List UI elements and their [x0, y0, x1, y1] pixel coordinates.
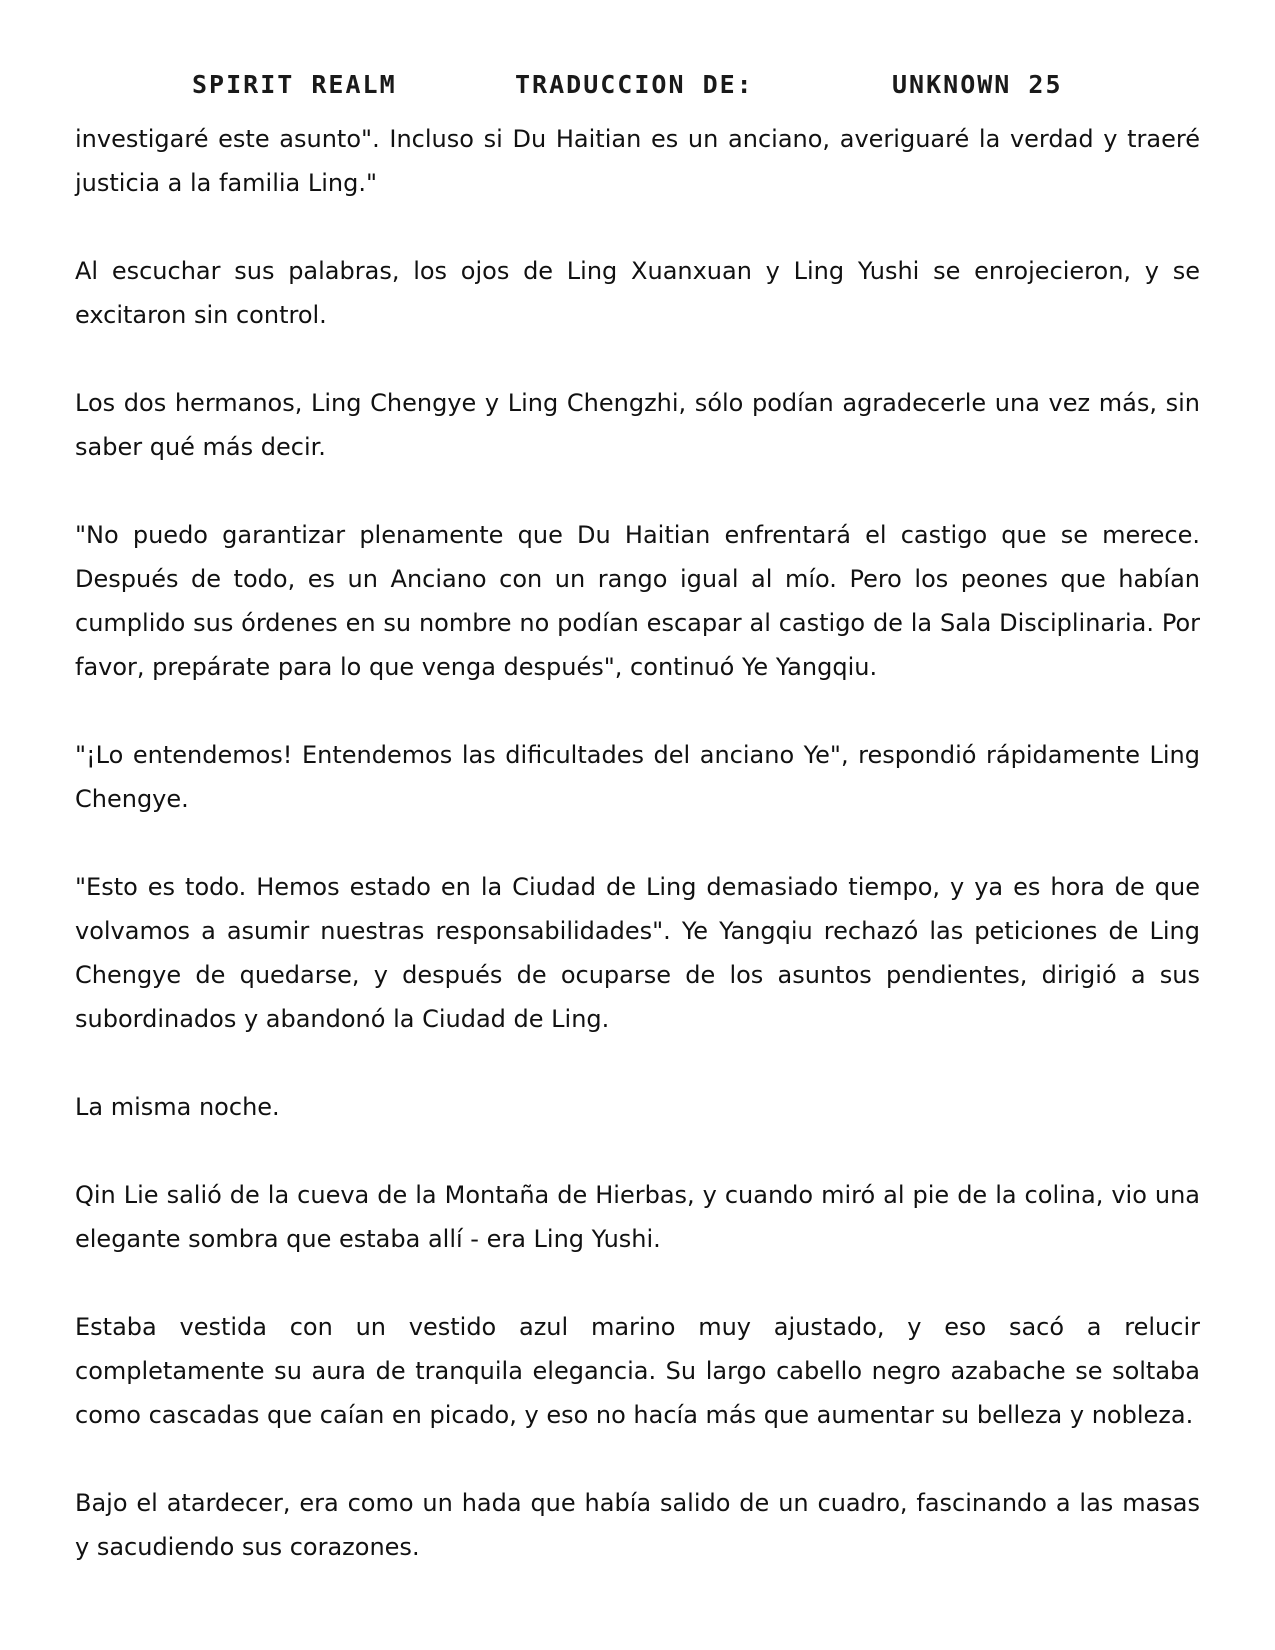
paragraph: Bajo el atardecer, era como un hada que había salido de un cuadro, fascinando a las masas y sacudiendo sus corazones.	[75, 1489, 1200, 1561]
header-translator: UNKNOWN 25	[892, 70, 1063, 99]
paragraph: La misma noche.	[75, 1093, 280, 1121]
paragraph: "No puedo garantizar plenamente que Du Haitian enfrentará el castigo que se merece. Después de todo, es un Anciano con un rango igual al mío. Pero los peones que habían cumplido sus órdenes en su nombre no podían escapar al castigo de la Sala Disciplinaria. Por favor, prepárate para lo que venga después", continuó Ye Yangqiu.	[75, 521, 1200, 681]
paragraph: investigaré este asunto". Incluso si Du Haitian es un anciano, averiguaré la verdad y traeré justicia a la familia Ling."	[75, 125, 1200, 197]
document-body	[75, 117, 1200, 1569]
header-translation-label: TRADUCCION DE:	[515, 70, 754, 99]
paragraph: "Esto es todo. Hemos estado en la Ciudad de Ling demasiado tiempo, y ya es hora de que volvamos a asumir nuestras responsabilidades". Ye Yangqiu rechazó las peticiones de Ling Chengye de quedarse, y después de ocuparse de los asuntos pendientes, dirigió a sus subordinados y abandonó la Ciudad de Ling.	[75, 873, 1200, 1033]
paragraph: Estaba vestida con un vestido azul marino muy ajustado, y eso sacó a relucir completamente su aura de tranquila elegancia. Su largo cabello negro azabache se soltaba como cascadas que caían en picado, y eso no hacía más que aumentar su belleza y nobleza.	[75, 1313, 1200, 1429]
paragraph: "¡Lo entendemos! Entendemos las dificultades del anciano Ye", respondió rápidamente Ling Chengye.	[75, 741, 1200, 813]
header-title: SPIRIT REALM	[192, 70, 397, 99]
page-header	[0, 70, 1275, 110]
paragraph: Qin Lie salió de la cueva de la Montaña de Hierbas, y cuando miró al pie de la colina, vio una elegante sombra que estaba allí - era Ling Yushi.	[75, 1181, 1200, 1253]
paragraph: Los dos hermanos, Ling Chengye y Ling Chengzhi, sólo podían agradecerle una vez más, sin saber qué más decir.	[75, 389, 1200, 461]
paragraph: Al escuchar sus palabras, los ojos de Ling Xuanxuan y Ling Yushi se enrojecieron, y se excitaron sin control.	[75, 257, 1200, 329]
